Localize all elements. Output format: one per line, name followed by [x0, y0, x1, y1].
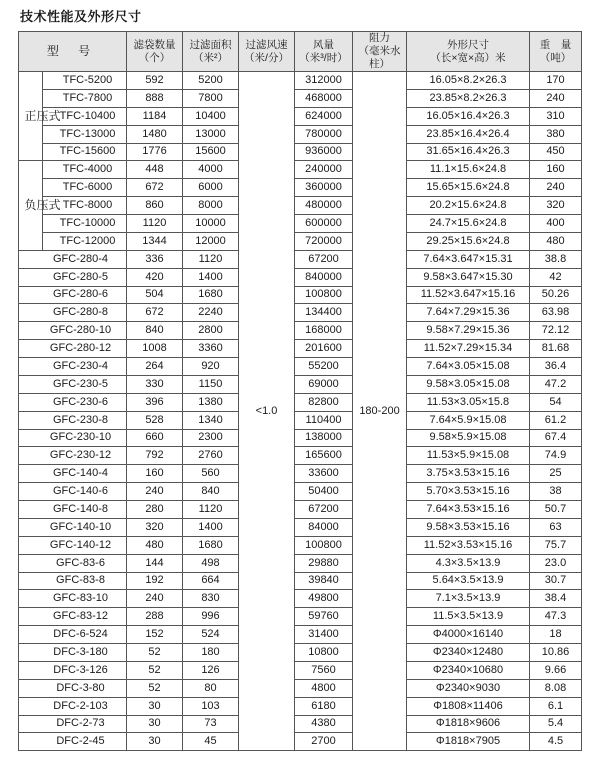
table-row	[19, 89, 582, 107]
dimension-cell: 15.65×15.6×24.8	[407, 179, 530, 197]
table-row	[19, 161, 582, 179]
bags-cell: 1008	[127, 340, 183, 358]
area-cell: 1680	[183, 286, 239, 304]
weight-cell: 6.1	[530, 697, 582, 715]
bags-cell: 320	[127, 518, 183, 536]
airflow-cell: 4380	[295, 715, 353, 733]
table-row	[19, 429, 582, 447]
airflow-cell: 82800	[295, 393, 353, 411]
dimension-cell: 5.70×3.53×15.16	[407, 483, 530, 501]
dimension-cell: 7.64×3.647×15.31	[407, 250, 530, 268]
table-row	[19, 304, 582, 322]
area-cell: 920	[183, 358, 239, 376]
table-row	[19, 286, 582, 304]
bags-cell: 160	[127, 465, 183, 483]
model-cell: TFC-10400	[43, 107, 127, 125]
table-row	[19, 250, 582, 268]
model-cell: DFC-2-103	[19, 697, 127, 715]
area-cell: 7800	[183, 89, 239, 107]
bags-cell: 792	[127, 447, 183, 465]
model-cell: TFC-12000	[43, 232, 127, 250]
airflow-cell: 100800	[295, 536, 353, 554]
weight-cell: 5.4	[530, 715, 582, 733]
dimension-cell: 9.58×3.647×15.30	[407, 268, 530, 286]
airflow-cell: 600000	[295, 215, 353, 233]
dimension-cell: 9.58×7.29×15.36	[407, 322, 530, 340]
header-row	[19, 32, 582, 72]
weight-cell: 25	[530, 465, 582, 483]
table-row	[19, 107, 582, 125]
bags-cell: 240	[127, 483, 183, 501]
table-row	[19, 215, 582, 233]
dimension-cell: Φ1818×9606	[407, 715, 530, 733]
area-cell: 1680	[183, 536, 239, 554]
weight-cell: 63	[530, 518, 582, 536]
airflow-cell: 100800	[295, 286, 353, 304]
weight-cell: 75.7	[530, 536, 582, 554]
bags-cell: 280	[127, 501, 183, 519]
section-title: 技术性能及外形尺寸	[20, 10, 142, 25]
dimension-cell: 31.65×16.4×26.3	[407, 143, 530, 161]
bags-cell: 336	[127, 250, 183, 268]
bags-cell: 592	[127, 72, 183, 90]
model-cell: DFC-3-80	[19, 679, 127, 697]
bags-cell: 860	[127, 197, 183, 215]
speed-merged-cell: <1.0	[239, 72, 295, 751]
airflow-cell: 7560	[295, 661, 353, 679]
dimension-cell: Φ1808×11406	[407, 697, 530, 715]
group-label-text: 正压式	[24, 108, 61, 123]
weight-cell: 450	[530, 143, 582, 161]
area-cell: 2240	[183, 304, 239, 322]
airflow-cell: 240000	[295, 161, 353, 179]
header-bags: 滤袋数量 （个）	[127, 32, 183, 72]
airflow-cell: 2700	[295, 733, 353, 751]
group-label-positive	[19, 72, 61, 161]
model-cell: GFC-230-5	[19, 375, 127, 393]
dimension-cell: 24.7×15.6×24.8	[407, 215, 530, 233]
dimension-cell: 23.85×16.4×26.4	[407, 125, 530, 143]
area-cell: 840	[183, 483, 239, 501]
weight-cell: 61.2	[530, 411, 582, 429]
table-row	[19, 572, 582, 590]
model-cell: GFC-230-8	[19, 411, 127, 429]
dimension-cell: 11.52×7.29×15.34	[407, 340, 530, 358]
bags-cell: 672	[127, 304, 183, 322]
bags-cell: 1184	[127, 107, 183, 125]
dimension-cell: 5.64×3.5×13.9	[407, 572, 530, 590]
airflow-cell: 138000	[295, 429, 353, 447]
model-cell: GFC-83-12	[19, 608, 127, 626]
model-cell: GFC-230-4	[19, 358, 127, 376]
model-cell: TFC-5200	[43, 72, 127, 90]
model-cell: DFC-3-180	[19, 644, 127, 662]
weight-cell: 240	[530, 89, 582, 107]
airflow-cell: 69000	[295, 375, 353, 393]
dimension-cell: Φ2340×10680	[407, 661, 530, 679]
model-cell: TFC-13000	[43, 125, 127, 143]
model-cell: GFC-140-6	[19, 483, 127, 501]
airflow-cell: 134400	[295, 304, 353, 322]
weight-cell: 8.08	[530, 679, 582, 697]
model-cell: GFC-140-8	[19, 501, 127, 519]
model-cell: GFC-140-4	[19, 465, 127, 483]
weight-cell: 54	[530, 393, 582, 411]
dimension-cell: 3.75×3.53×15.16	[407, 465, 530, 483]
bags-cell: 144	[127, 554, 183, 572]
area-cell: 1150	[183, 375, 239, 393]
weight-cell: 47.3	[530, 608, 582, 626]
airflow-cell: 49800	[295, 590, 353, 608]
model-cell: GFC-140-12	[19, 536, 127, 554]
table-row	[19, 393, 582, 411]
table-row	[19, 358, 582, 376]
airflow-cell: 468000	[295, 89, 353, 107]
bags-cell: 888	[127, 89, 183, 107]
weight-cell: 50.26	[530, 286, 582, 304]
dimension-cell: 11.53×5.9×15.08	[407, 447, 530, 465]
area-cell: 1120	[183, 501, 239, 519]
area-cell: 524	[183, 626, 239, 644]
area-cell: 664	[183, 572, 239, 590]
model-cell: GFC-83-8	[19, 572, 127, 590]
weight-cell: 380	[530, 125, 582, 143]
dimension-cell: 16.05×16.4×26.3	[407, 107, 530, 125]
dimension-cell: 11.5×3.5×13.9	[407, 608, 530, 626]
table-row	[19, 322, 582, 340]
airflow-cell: 780000	[295, 125, 353, 143]
area-cell: 1400	[183, 268, 239, 286]
bags-cell: 1480	[127, 125, 183, 143]
area-cell: 10000	[183, 215, 239, 233]
dimension-cell: Φ2340×9030	[407, 679, 530, 697]
weight-cell: 170	[530, 72, 582, 90]
airflow-cell: 480000	[295, 197, 353, 215]
model-cell: DFC-3-126	[19, 661, 127, 679]
area-cell: 12000	[183, 232, 239, 250]
table-row	[19, 125, 582, 143]
area-cell: 13000	[183, 125, 239, 143]
table-row	[19, 679, 582, 697]
bags-cell: 840	[127, 322, 183, 340]
table-row	[19, 375, 582, 393]
airflow-cell: 4800	[295, 679, 353, 697]
weight-cell: 18	[530, 626, 582, 644]
dimension-cell: 4.3×3.5×13.9	[407, 554, 530, 572]
bags-cell: 152	[127, 626, 183, 644]
area-cell: 2800	[183, 322, 239, 340]
model-cell: TFC-8000	[43, 197, 127, 215]
area-cell: 6000	[183, 179, 239, 197]
table-row	[19, 501, 582, 519]
dimension-cell: 11.52×3.53×15.16	[407, 536, 530, 554]
dimension-cell: 20.2×15.6×24.8	[407, 197, 530, 215]
area-cell: 1400	[183, 518, 239, 536]
dimension-cell: Φ4000×16140	[407, 626, 530, 644]
model-cell: DFC-2-73	[19, 715, 127, 733]
area-cell: 15600	[183, 143, 239, 161]
bags-cell: 420	[127, 268, 183, 286]
weight-cell: 38.8	[530, 250, 582, 268]
airflow-cell: 39840	[295, 572, 353, 590]
dimension-cell: 9.58×3.05×15.08	[407, 375, 530, 393]
model-cell: TFC-15600	[43, 143, 127, 161]
bags-cell: 448	[127, 161, 183, 179]
bags-cell: 30	[127, 733, 183, 751]
dimension-cell: 7.64×3.53×15.16	[407, 501, 530, 519]
table-row	[19, 179, 582, 197]
weight-cell: 36.4	[530, 358, 582, 376]
bags-cell: 330	[127, 375, 183, 393]
area-cell: 1380	[183, 393, 239, 411]
bags-cell: 52	[127, 661, 183, 679]
dimension-cell: 7.64×7.29×15.36	[407, 304, 530, 322]
table-row	[19, 554, 582, 572]
bags-cell: 396	[127, 393, 183, 411]
weight-cell: 38	[530, 483, 582, 501]
weight-cell: 74.9	[530, 447, 582, 465]
bags-cell: 288	[127, 608, 183, 626]
airflow-cell: 84000	[295, 518, 353, 536]
table-row	[19, 733, 582, 751]
bags-cell: 480	[127, 536, 183, 554]
area-cell: 45	[183, 733, 239, 751]
bags-cell: 264	[127, 358, 183, 376]
model-cell: GFC-280-12	[19, 340, 127, 358]
header-resistance: 阻力 （毫米水柱）	[353, 32, 407, 72]
dimension-cell: 9.58×5.9×15.08	[407, 429, 530, 447]
table-row	[19, 232, 582, 250]
area-cell: 126	[183, 661, 239, 679]
weight-cell: 9.66	[530, 661, 582, 679]
area-cell: 2300	[183, 429, 239, 447]
model-cell: TFC-6000	[43, 179, 127, 197]
table-row	[19, 661, 582, 679]
airflow-cell: 31400	[295, 626, 353, 644]
spec-table-body	[19, 72, 582, 751]
table-row	[19, 590, 582, 608]
area-cell: 996	[183, 608, 239, 626]
weight-cell: 50.7	[530, 501, 582, 519]
table-row	[19, 411, 582, 429]
dimension-cell: 9.58×3.53×15.16	[407, 518, 530, 536]
model-cell: GFC-230-10	[19, 429, 127, 447]
header-weight: 重 量 （吨）	[530, 32, 582, 72]
header-speed: 过滤风速 （米/分）	[239, 32, 295, 72]
weight-cell: 47.2	[530, 375, 582, 393]
airflow-cell: 312000	[295, 72, 353, 90]
area-cell: 73	[183, 715, 239, 733]
area-cell: 8000	[183, 197, 239, 215]
weight-cell: 42	[530, 268, 582, 286]
weight-cell: 310	[530, 107, 582, 125]
airflow-cell: 720000	[295, 232, 353, 250]
weight-cell: 160	[530, 161, 582, 179]
group-label-negative	[19, 161, 61, 250]
bags-cell: 52	[127, 644, 183, 662]
weight-cell: 240	[530, 179, 582, 197]
bags-cell: 672	[127, 179, 183, 197]
bags-cell: 192	[127, 572, 183, 590]
table-row	[19, 715, 582, 733]
bags-cell: 528	[127, 411, 183, 429]
airflow-cell: 67200	[295, 250, 353, 268]
dimension-cell: 11.1×15.6×24.8	[407, 161, 530, 179]
table-row	[19, 626, 582, 644]
bags-cell: 240	[127, 590, 183, 608]
area-cell: 80	[183, 679, 239, 697]
weight-cell: 400	[530, 215, 582, 233]
airflow-cell: 168000	[295, 322, 353, 340]
bags-cell: 1776	[127, 143, 183, 161]
dimension-cell: 29.25×15.6×24.8	[407, 232, 530, 250]
header-dimensions: 外形尺寸 （长×宽×高）米	[407, 32, 530, 72]
header-area: 过滤面积 （米²）	[183, 32, 239, 72]
table-row	[19, 447, 582, 465]
airflow-cell: 33600	[295, 465, 353, 483]
area-cell: 4000	[183, 161, 239, 179]
dimension-cell: 11.52×3.647×15.16	[407, 286, 530, 304]
table-row	[19, 268, 582, 286]
area-cell: 2760	[183, 447, 239, 465]
model-cell: GFC-280-4	[19, 250, 127, 268]
header-airflow: 风量 （米³/时）	[295, 32, 353, 72]
table-row	[19, 197, 582, 215]
area-cell: 1120	[183, 250, 239, 268]
airflow-cell: 55200	[295, 358, 353, 376]
model-cell: TFC-4000	[43, 161, 127, 179]
weight-cell: 4.5	[530, 733, 582, 751]
bags-cell: 504	[127, 286, 183, 304]
dimension-cell: Φ2340×12480	[407, 644, 530, 662]
dimension-cell: 7.64×5.9×15.08	[407, 411, 530, 429]
spec-table	[18, 31, 582, 751]
weight-cell: 23.0	[530, 554, 582, 572]
table-row	[19, 483, 582, 501]
table-row	[19, 340, 582, 358]
dimension-cell: 11.53×3.05×15.8	[407, 393, 530, 411]
table-row	[19, 644, 582, 662]
dimension-cell: 16.05×8.2×26.3	[407, 72, 530, 90]
airflow-cell: 110400	[295, 411, 353, 429]
airflow-cell: 165600	[295, 447, 353, 465]
dimension-cell: Φ1818×7905	[407, 733, 530, 751]
dimension-cell: 7.1×3.5×13.9	[407, 590, 530, 608]
bags-cell: 30	[127, 697, 183, 715]
table-row	[19, 536, 582, 554]
model-cell: GFC-230-12	[19, 447, 127, 465]
airflow-cell: 936000	[295, 143, 353, 161]
area-cell: 5200	[183, 72, 239, 90]
model-cell: DFC-2-45	[19, 733, 127, 751]
area-cell: 3360	[183, 340, 239, 358]
airflow-cell: 6180	[295, 697, 353, 715]
bags-cell: 660	[127, 429, 183, 447]
model-cell: GFC-280-6	[19, 286, 127, 304]
airflow-cell: 201600	[295, 340, 353, 358]
area-cell: 830	[183, 590, 239, 608]
area-cell: 103	[183, 697, 239, 715]
model-cell: GFC-83-6	[19, 554, 127, 572]
airflow-cell: 59760	[295, 608, 353, 626]
weight-cell: 81.68	[530, 340, 582, 358]
model-cell: TFC-10000	[43, 215, 127, 233]
airflow-cell: 67200	[295, 501, 353, 519]
model-cell: GFC-280-10	[19, 322, 127, 340]
bags-cell: 1120	[127, 215, 183, 233]
table-row	[19, 697, 582, 715]
resistance-merged-cell: 180-200	[353, 72, 407, 751]
area-cell: 498	[183, 554, 239, 572]
weight-cell: 10.86	[530, 644, 582, 662]
airflow-cell: 10800	[295, 644, 353, 662]
bags-cell: 52	[127, 679, 183, 697]
weight-cell: 67.4	[530, 429, 582, 447]
bags-cell: 1344	[127, 232, 183, 250]
weight-cell: 72.12	[530, 322, 582, 340]
table-row	[19, 465, 582, 483]
airflow-cell: 840000	[295, 268, 353, 286]
model-cell: GFC-230-6	[19, 393, 127, 411]
area-cell: 10400	[183, 107, 239, 125]
dimension-cell: 23.85×8.2×26.3	[407, 89, 530, 107]
airflow-cell: 50400	[295, 483, 353, 501]
area-cell: 560	[183, 465, 239, 483]
model-cell: DFC-6-524	[19, 626, 127, 644]
model-cell: GFC-140-10	[19, 518, 127, 536]
weight-cell: 320	[530, 197, 582, 215]
table-row	[19, 143, 582, 161]
table-row	[19, 608, 582, 626]
weight-cell: 480	[530, 232, 582, 250]
table-row	[19, 518, 582, 536]
bags-cell: 30	[127, 715, 183, 733]
model-cell: GFC-280-5	[19, 268, 127, 286]
weight-cell: 30.7	[530, 572, 582, 590]
table-row	[19, 72, 582, 90]
dimension-cell: 7.64×3.05×15.08	[407, 358, 530, 376]
model-cell: GFC-280-8	[19, 304, 127, 322]
airflow-cell: 360000	[295, 179, 353, 197]
airflow-cell: 29880	[295, 554, 353, 572]
area-cell: 1340	[183, 411, 239, 429]
weight-cell: 63.98	[530, 304, 582, 322]
model-cell: TFC-7800	[43, 89, 127, 107]
area-cell: 180	[183, 644, 239, 662]
header-model: 型 号	[19, 32, 127, 72]
group-label-text: 负压式	[24, 198, 61, 213]
airflow-cell: 624000	[295, 107, 353, 125]
weight-cell: 38.4	[530, 590, 582, 608]
model-cell: GFC-83-10	[19, 590, 127, 608]
